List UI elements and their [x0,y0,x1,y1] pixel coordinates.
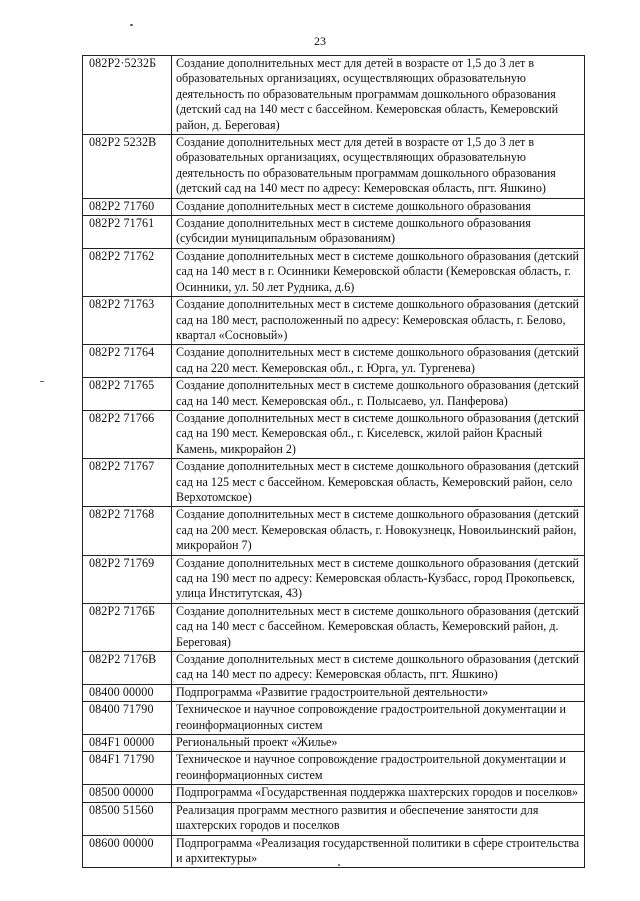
row-description: Подпрограмма «Государственная поддержка шахтерских городов и поселков» [172,785,585,802]
table-row [83,652,585,685]
row-code: 082P2 71764 [83,345,172,378]
table-row [83,835,585,868]
row-description: Создание дополнительных мест в системе дошкольного образования (детский сад на 140 мест по адресу: Кемеровская область, пгт. Яшкино) [172,652,585,685]
table-row [83,410,585,458]
row-description: Создание дополнительных мест в системе дошкольного образования (субсидии муниципальным образованиям) [172,216,585,249]
table-row [83,735,585,752]
table-row [83,248,585,296]
scan-speck [130,24,133,26]
table-row [83,216,585,249]
row-code: 082P2 71765 [83,378,172,411]
row-code: 082P2 7176Б [83,603,172,651]
row-code: 082P2 71769 [83,555,172,603]
table-row [83,459,585,507]
row-description: Создание дополнительных мест в системе дошкольного образования (детский сад на 180 мест, расположенный по адресу: Кемеровская область, г. Белово, квартал «Сосновый») [172,297,585,345]
row-description: Создание дополнительных мест в системе дошкольного образования (детский сад на 190 мест. Кемеровская обл., г. Киселевск, жилой район Красный Камень, микрорайон 2) [172,410,585,458]
row-description: Создание дополнительных мест в системе дошкольного образования (детский сад на 220 мест. Кемеровская обл., г. Юрга, ул. Тургенева) [172,345,585,378]
row-description: Создание дополнительных мест в системе дошкольного образования (детский сад на 190 мест по адресу: Кемеровская область-Кузбасс, город Прокопьевск, улица Институтская, 43) [172,555,585,603]
row-code: 08500 00000 [83,785,172,802]
row-code: 084F1 71790 [83,752,172,785]
row-code: 082P2 71762 [83,248,172,296]
row-description: Подпрограмма «Реализация государственной политики в сфере строительства и архитектуры» [172,835,585,868]
table-row [83,555,585,603]
row-code: 082P2 71767 [83,459,172,507]
row-code: 082P2 7176В [83,652,172,685]
row-code: 08400 71790 [83,702,172,735]
scan-speck [40,381,44,382]
table-row [83,198,585,215]
row-description: Реализация программ местного развития и обеспечение занятости для шахтерских городов и поселков [172,802,585,835]
row-description: Создание дополнительных мест в системе дошкольного образования (детский сад на 140 мест в г. Осинники Кемеровской области (Кемеровская область, г. Осинники, ул. 50 лет Рудника, д.6) [172,248,585,296]
row-description: Техническое и научное сопровождение градостроительной документации и геоинформационных систем [172,752,585,785]
table-row [83,785,585,802]
row-description: Региональный проект «Жилье» [172,735,585,752]
table-row [83,802,585,835]
table-row [83,56,585,135]
row-code: 082P2 71761 [83,216,172,249]
row-code: 082P2 71768 [83,507,172,555]
table-row [83,752,585,785]
budget-classification-table [82,55,585,868]
row-description: Создание дополнительных мест в системе дошкольного образования (детский сад на 140 мест. Кемеровская обл., г. Полысаево, ул. Панферова) [172,378,585,411]
table-row [83,507,585,555]
row-code: 08600 00000 [83,835,172,868]
page-number: 23 [314,34,326,48]
table-row [83,603,585,651]
row-description: Подпрограмма «Развитие градостроительной деятельности» [172,684,585,701]
table-row [83,684,585,701]
row-code: 082P2 71766 [83,410,172,458]
row-description: Создание дополнительных мест в системе дошкольного образования (детский сад на 125 мест с бассейном. Кемеровская область, Кемеровский район, село Верхотомское) [172,459,585,507]
row-code: 084F1 00000 [83,735,172,752]
table-row [83,297,585,345]
row-code: 082P2 5232В [83,135,172,199]
table-row [83,135,585,199]
row-description: Создание дополнительных мест для детей в возрасте от 1,5 до 3 лет в образовательных организациях, осуществляющих образовательную деятельность по образовательным программам дошкольного образования (детский сад на 140 мест по адресу: Кемеровская область, пгт. Яшкино) [172,135,585,199]
table-row [83,345,585,378]
row-description: Создание дополнительных мест в системе дошкольного образования (детский сад на 200 мест. Кемеровская область, г. Новокузнецк, Новоильинский район, микрорайон 7) [172,507,585,555]
table-row [83,702,585,735]
row-code: 082P2·5232Б [83,56,172,135]
row-description: Создание дополнительных мест в системе дошкольного образования [172,198,585,215]
row-description: Создание дополнительных мест в системе дошкольного образования (детский сад на 140 мест с бассейном. Кемеровская область, Кемеровский район, д. Береговая) [172,603,585,651]
row-description: Техническое и научное сопровождение градостроительной документации и геоинформационных систем [172,702,585,735]
row-code: 08400 00000 [83,684,172,701]
row-description: Создание дополнительных мест для детей в возрасте от 1,5 до 3 лет в образовательных организациях, осуществляющих образовательную деятельность по образовательным программам дошкольного образования (детский сад на 140 мест с бассейном. Кемеровская область, Кемеровский район, д. Береговая) [172,56,585,135]
row-code: 082P2 71760 [83,198,172,215]
table-row [83,378,585,411]
row-code: 08500 51560 [83,802,172,835]
row-code: 082P2 71763 [83,297,172,345]
